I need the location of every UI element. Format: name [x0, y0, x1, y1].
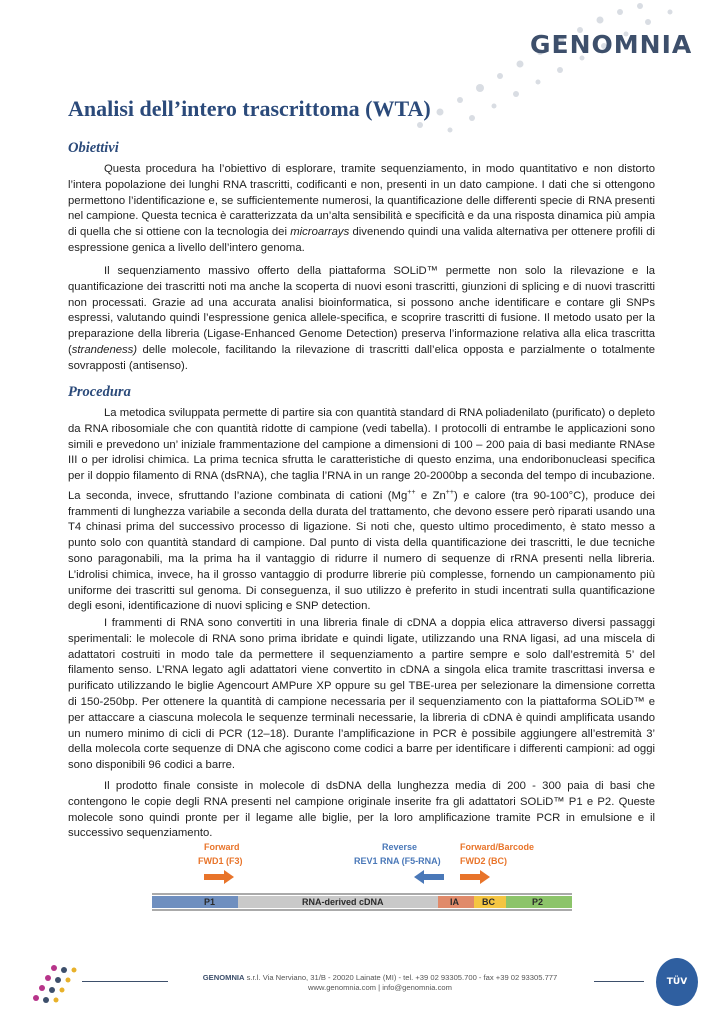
paragraph-intro: Questa procedura ha l’obiettivo di esplorare, tramite sequenziamento, in modo quantitativo e non distorto l’intera popolazione dei lunghi RNA trascritti, codificanti e non, presenti in un dato campione. I dati che si ottengono permettono l’identificazione e, se sufficientemente numerosi, la quantificazione delle differenti specie di RNA presenti nel campione. Questa tecnica è caratterizzata da un’alta sensibilità e specificità e da una risposta dinamica più ampia di quella che si ottiene con la tecnologia dei microarrays divenendo quindi una valida alternativa per ottenere profili di espressione genica a livello dell’intero genoma. [68, 163, 655, 254]
library-structure-diagram [142, 838, 582, 916]
genomnia-emblem-icon [28, 958, 78, 1006]
footer-address: Via Nerviano, 31/B - 20020 Lainate (MI) - tel. +39 02 93305.700 - fax +39 02 93305.777 [262, 973, 558, 982]
barcode-title: Forward/Barcode [460, 842, 535, 852]
footer-srl: s.r.l. [246, 973, 261, 982]
section-procedura: Procedura [68, 384, 131, 400]
forward-arrow-icon [204, 870, 234, 884]
footer-rule-right [594, 981, 644, 982]
reverse-title: Reverse [382, 842, 418, 852]
page-title: Analisi dell’intero trascrittoma (WTA) [68, 96, 431, 121]
footer-web: www.genomnia.com | info@genomnia.com [308, 983, 452, 992]
segment-cdna-label: RNA-derived cDNA [302, 897, 384, 907]
segment-p1-label: P1 [204, 897, 216, 907]
reverse-primer: REV1 RNA (F5-RNA) [354, 856, 441, 866]
footer-rule-left [82, 981, 168, 982]
section-obiettivi: Obiettivi [68, 140, 119, 156]
tuv-badge: TÜV [656, 958, 698, 1006]
forward-primer: FWD1 (F3) [198, 856, 243, 866]
footer-contact [160, 973, 600, 993]
paragraph-metodica: La metodica sviluppata permette di partire sia con quantità standard di RNA poliadenilato (purificato) o depleto da RNA ribosomiale che con quantità ridotte di campione (vedi tabella). I protocolli di entrambe le applicazioni sono simili e prevedono un’ iniziale frammentazione del campione a dimensioni di 100 – 200 paia di basi mediante RNAse III o per idrolisi chimica. La prima tecnica sfrutta le caratteristiche di questo enzima, una endoribonucleasi specifica per il doppio filamento di RNA (dsRNA), che taglia l’RNA in un range 20-2000bp a seconda del tempo di incubazione. La seconda, invece, sfruttando l’azione combinata di cationi (Mg++ e Zn++) e calore (tra 90-100°C), produce dei frammenti di lunghezza variabile a seconda della durata del trattamento, che devono essere però riparati usando una T4 chinasi prima del successivo processo di ligazione. Si noti che, questo ultimo procedimento, è stato messo a punto solo con quantità standard di campione. Dal punto di vista della quantificazione dei trascritti, le due tecniche sono paragonabili, ma la prima ha il vantaggio di ridurre il numero di sequenze di rRNA presenti nella libreria. L’idrolisi chimica, invece, ha il grosso vantaggio di produrre librerie più complesse, fornendo un campionamento più uniforme dei trascritti sul genoma. Di conseguenza, il suo utilizzo è preferito in studi incentrati sulla quantificazione degli esoni, identificazione di nuovi splicing e SNP detection. [68, 407, 655, 613]
barcode-arrow-icon [460, 870, 490, 884]
segment-p1 [152, 896, 238, 908]
paragraph-libreria: I frammenti di RNA sono convertiti in una libreria finale di cDNA a doppia elica attraverso diversi passaggi sperimentali: le molecole di RNA sono prima ibridate e quindi ligate, utilizzando una RNA ligasi, ad una miscela di adattatori costruiti in modo tale da permettere il sequenziamento a partire sempre e solo dall’estremità 5’ del filamento senso. L’RNA legato agli adattatori viene convertito in cDNA a singola elica tramite trascrittasi inversa e purificato utilizzando le biglie Agencourt AMPure XP oppure su gel TBE-urea per selezionare la dimensione corretta di 150-250bp. Per ottenere la quantità di campione necessaria per il sequenziamento con la piattaforma SOLiD™ e per attaccare a ciascuna molecola le sequenze terminali necessarie, la libreria di cDNA è quindi amplificata usando un numero minimo di cicli di PCR (12–18). Durante l’amplificazione in PCR è possibile aggiungere all’estremità 3’ della molecola corte sequenze di DNA che agiscono come codici a barre per identificare i differenti campioni: ad oggi sono disponibili 96 codici a barre. [68, 617, 655, 772]
reverse-arrow-icon [414, 870, 444, 884]
segment-p2-label: P2 [532, 897, 544, 907]
paragraph-solid: Il sequenziamento massivo offerto della piattaforma SOLiD™ permette non solo la rilevazione e la quantificazione dei trascritti noti ma anche la scoperta di nuovi esoni trascritti, giunzioni di splicing e di nuovi trascritti non processati. Grazie ad una accurata analisi bioinformatica, si possono anche identificare e contare gli SNPs espressi, valutando quindi l’espressione genica allele-specifica, e scoprire trascritti di fusione. Il metodo usato per la preparazione della libreria (Ligase-Enhanced Genome Detection) preserva l’informazione relativa alla elica trascritta (strandeness) delle molecole, facilitando la rilevazione di trascritti dall’elica opposta e parzialmente o totalmente sovrapposti (antisenso). [68, 265, 655, 372]
segment-ia-label: IA [450, 897, 459, 907]
footer-company: GENOMNIA [202, 973, 245, 982]
genomnia-logo: GENOMNIA [530, 30, 693, 59]
paragraph-prodotto: Il prodotto finale consiste in molecole di dsDNA della lunghezza media di 200 - 300 paia di basi che contengono le copie degli RNA presenti nel campione originale inserite fra gli adattatori SOLiD™ P1 e P2. Queste molecole sono quindi pronte per il legame alle biglie, per la loro amplificazione tramite PCR in emulsione e il successivo sequenziamento. [68, 780, 655, 840]
segment-bc-label: BC [482, 897, 495, 907]
library-bar [152, 894, 572, 910]
forward-title: Forward [204, 842, 240, 852]
barcode-primer: FWD2 (BC) [460, 856, 507, 866]
